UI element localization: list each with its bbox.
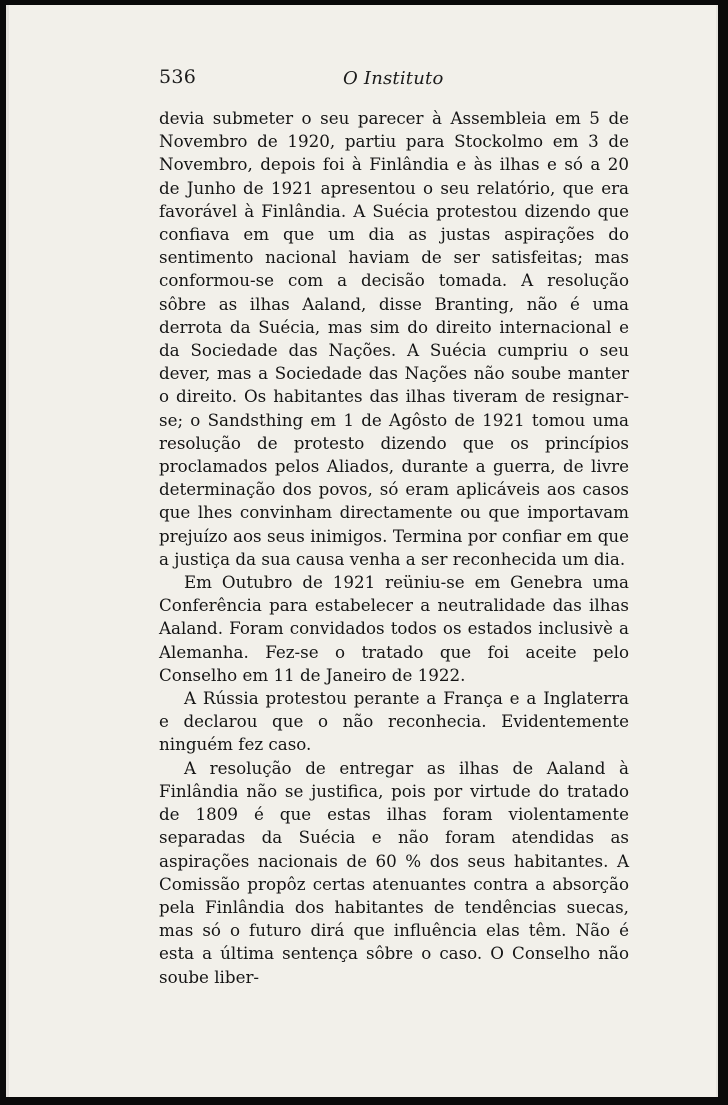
running-title: O Instituto (343, 68, 444, 89)
page-edge-right (716, 5, 718, 1097)
paragraph: devia submeter o seu parecer à Assembleia em 5 de Novembro de 1920, partiu para Stockolmo em 3 de Novembro, depois foi à Finlândia e às ilhas e só a 20 de Junho de 1921 apresentou o seu relatório, que era favorável à Finlândia. A Suécia protestou dizendo que confiava em que um dia as justas aspirações do sentimento nacional haviam de ser satisfeitas; mas conformou-se com a decisão tomada. A resolução sôbre as ilhas Aaland, disse Branting, não é uma derrota da Suécia, mas sim do direito internacional e da Sociedade das Nações. A Suécia cumpriu o seu dever, mas a Sociedade das Nações não soube manter o direito. Os habitantes das ilhas tiveram de resignar-se; o Sandsthing em 1 de Agôsto de 1921 tomou uma resolução de protesto dizendo que os princípios proclamados pelos Aliados, durante a guerra, de livre determinação dos povos, só eram aplicáveis aos casos que lhes convinham directamente ou que importavam prejuízo aos seus inimigos. Termina por confiar em que a justiça da sua causa venha a ser reconhecida um dia. (159, 108, 629, 569)
paragraph: Em Outubro de 1921 reüniu-se em Genebra uma Conferência para estabelecer a neutralidade das ilhas Aaland. Foram convidados todos os estados inclusivè a Alemanha. Fez-se o tratado que foi aceite pelo Conselho em 11 de Janeiro de 1922. (159, 572, 629, 685)
paragraph: A Rússia protestou perante a França e a Inglaterra e declarou que o não reconhecia. Evidentemente ninguém fez caso. (159, 688, 629, 755)
page-header (159, 64, 629, 94)
body-text (159, 107, 629, 989)
page-edge-left (6, 5, 9, 1097)
book-page (6, 5, 718, 1097)
page-number: 536 (159, 66, 197, 88)
paragraph: A resolução de entregar as ilhas de Aaland à Finlândia não se justifica, pois por virtude do tratado de 1809 é que estas ilhas foram violentamente separadas da Suécia e não foram atendidas as aspirações nacionais de 60 % dos seus habitantes. A Comissão propôz certas atenuantes contra a absorção pela Finlândia dos habitantes de tendências suecas, mas só o futuro dirá que influência elas têm. Não é esta a última sentença sôbre o caso. O Conselho não soube liber- (159, 757, 629, 987)
